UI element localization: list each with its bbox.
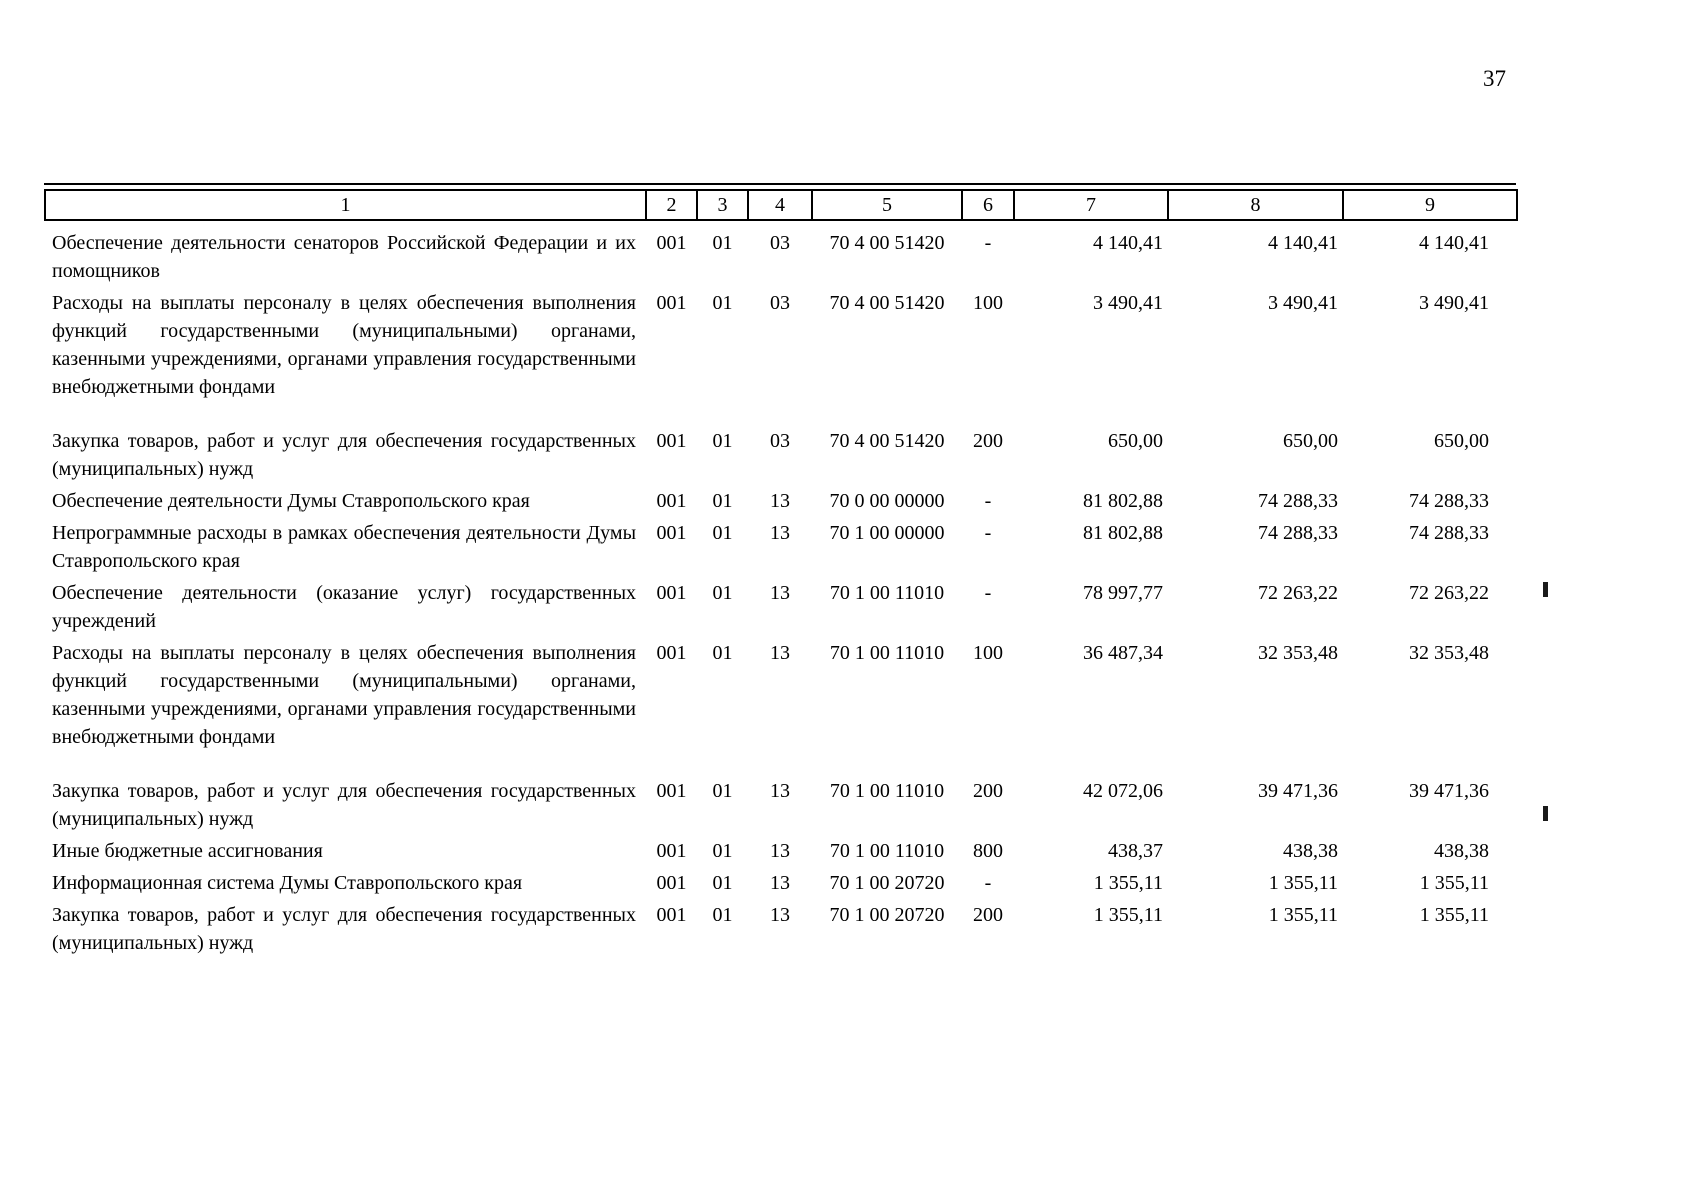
row-amount-col9: 4 140,41 — [1419, 232, 1489, 254]
table-row — [45, 867, 1517, 899]
row-subsection-code: 13 — [770, 872, 790, 894]
row-amount-col9: 74 288,33 — [1409, 522, 1489, 544]
header-col-9: 9 — [1343, 190, 1517, 220]
row-amount-col8: 3 490,41 — [1268, 292, 1338, 314]
header-col-1: 1 — [45, 190, 646, 220]
row-amount-col9: 438,38 — [1434, 840, 1489, 862]
row-amount-col9: 3 490,41 — [1419, 292, 1489, 314]
header-col-6: 6 — [962, 190, 1014, 220]
header-col-4: 4 — [748, 190, 812, 220]
row-expense-name: Непрограммные расходы в рамках обеспечения деятельности Думы Ставропольского края — [52, 522, 636, 572]
row-amount-col7: 42 072,06 — [1083, 780, 1163, 802]
row-amount-col9: 72 263,22 — [1409, 582, 1489, 604]
row-expense-type-code: - — [984, 490, 992, 512]
row-section-code: 01 — [712, 292, 733, 314]
row-section-code: 01 — [712, 522, 733, 544]
header-col-3: 3 — [697, 190, 748, 220]
row-grbs-code: 001 — [656, 292, 687, 314]
budget-table — [44, 189, 1518, 959]
row-target-article-code: 70 1 00 20720 — [829, 872, 945, 894]
row-expense-name: Обеспечение деятельности сенаторов Российской Федерации и их помощников — [52, 232, 636, 282]
row-amount-col7: 650,00 — [1108, 430, 1163, 452]
row-section-code: 01 — [712, 582, 733, 604]
header-col-8: 8 — [1168, 190, 1343, 220]
row-grbs-code: 001 — [656, 232, 687, 254]
row-grbs-code: 001 — [656, 872, 687, 894]
budget-table-frame — [44, 183, 1516, 959]
table-header-row — [45, 190, 1517, 220]
row-grbs-code: 001 — [656, 642, 687, 664]
table-row — [45, 899, 1517, 959]
row-amount-col9: 39 471,36 — [1409, 780, 1489, 802]
row-amount-col7: 78 997,77 — [1083, 582, 1163, 604]
row-target-article-code: 70 1 00 00000 — [829, 522, 945, 544]
row-amount-col9: 32 353,48 — [1409, 642, 1489, 664]
row-subsection-code: 03 — [770, 430, 790, 452]
row-section-code: 01 — [712, 490, 733, 512]
row-amount-col7: 81 802,88 — [1083, 522, 1163, 544]
row-expense-name: Информационная система Думы Ставропольского края — [52, 872, 523, 894]
table-row — [45, 220, 1517, 287]
table-row — [45, 425, 1517, 485]
row-amount-col7: 3 490,41 — [1093, 292, 1163, 314]
header-col-5: 5 — [812, 190, 962, 220]
header-col-2: 2 — [646, 190, 697, 220]
row-grbs-code: 001 — [656, 582, 687, 604]
table-row — [45, 637, 1517, 775]
row-section-code: 01 — [712, 430, 733, 452]
row-amount-col8: 4 140,41 — [1268, 232, 1338, 254]
row-target-article-code: 70 1 00 11010 — [829, 780, 945, 802]
row-subsection-code: 03 — [770, 292, 790, 314]
row-section-code: 01 — [712, 840, 733, 862]
row-target-article-code: 70 4 00 51420 — [829, 430, 945, 452]
row-amount-col9: 650,00 — [1434, 430, 1489, 452]
row-expense-name: Закупка товаров, работ и услуг для обеспечения государственных (муниципальных) нужд — [52, 430, 636, 480]
row-amount-col7: 81 802,88 — [1083, 490, 1163, 512]
row-subsection-code: 13 — [770, 490, 790, 512]
row-section-code: 01 — [712, 642, 733, 664]
row-amount-col7: 1 355,11 — [1093, 872, 1163, 894]
row-expense-name: Обеспечение деятельности (оказание услуг) государственных учреждений — [52, 582, 636, 632]
row-subsection-code: 03 — [770, 232, 790, 254]
row-expense-name: Закупка товаров, работ и услуг для обеспечения государственных (муниципальных) нужд — [52, 780, 636, 830]
row-section-code: 01 — [712, 780, 733, 802]
row-section-code: 01 — [712, 904, 733, 926]
row-expense-type-code: 200 — [973, 780, 1003, 802]
row-target-article-code: 70 4 00 51420 — [829, 292, 945, 314]
row-target-article-code: 70 1 00 20720 — [829, 904, 945, 926]
row-amount-col8: 650,00 — [1283, 430, 1338, 452]
row-subsection-code: 13 — [770, 780, 790, 802]
row-expense-name: Расходы на выплаты персоналу в целях обеспечения выполнения функций государственными (муниципальными) органами, казенными учреждениями, органами управления государственными внебюджетными фондами — [52, 292, 636, 398]
row-subsection-code: 13 — [770, 840, 790, 862]
row-expense-type-code: - — [984, 872, 992, 894]
row-grbs-code: 001 — [656, 490, 687, 512]
scan-artifact-mark — [1543, 806, 1548, 821]
row-amount-col7: 36 487,34 — [1083, 642, 1163, 664]
table-row — [45, 517, 1517, 577]
row-expense-type-code: 800 — [973, 840, 1003, 862]
row-section-code: 01 — [712, 872, 733, 894]
row-grbs-code: 001 — [656, 840, 687, 862]
table-row — [45, 287, 1517, 425]
scan-artifact-mark — [1543, 582, 1548, 597]
row-expense-name: Иные бюджетные ассигнования — [52, 840, 323, 862]
row-amount-col8: 32 353,48 — [1258, 642, 1338, 664]
row-expense-type-code: - — [984, 232, 992, 254]
row-expense-name: Расходы на выплаты персоналу в целях обеспечения выполнения функций государственными (муниципальными) органами, казенными учреждениями, органами управления государственными внебюджетными фондами — [52, 642, 636, 748]
row-subsection-code: 13 — [770, 642, 790, 664]
row-target-article-code: 70 1 00 11010 — [829, 840, 945, 862]
row-grbs-code: 001 — [656, 430, 687, 452]
row-expense-type-code: 200 — [973, 904, 1003, 926]
row-amount-col8: 72 263,22 — [1258, 582, 1338, 604]
row-expense-type-code: - — [984, 522, 992, 544]
table-row — [45, 835, 1517, 867]
row-expense-name: Закупка товаров, работ и услуг для обеспечения государственных (муниципальных) нужд — [52, 904, 636, 954]
row-amount-col7: 1 355,11 — [1093, 904, 1163, 926]
row-target-article-code: 70 1 00 11010 — [829, 642, 945, 664]
row-subsection-code: 13 — [770, 522, 790, 544]
table-header — [45, 190, 1517, 220]
row-amount-col8: 1 355,11 — [1268, 904, 1338, 926]
table-row — [45, 577, 1517, 637]
row-grbs-code: 001 — [656, 904, 687, 926]
row-expense-name: Обеспечение деятельности Думы Ставропольского края — [52, 490, 530, 512]
row-amount-col8: 74 288,33 — [1258, 490, 1338, 512]
row-expense-type-code: 100 — [973, 642, 1003, 664]
row-grbs-code: 001 — [656, 780, 687, 802]
page-number: 37 — [1483, 66, 1506, 91]
row-amount-col8: 1 355,11 — [1268, 872, 1338, 894]
row-expense-type-code: - — [984, 582, 992, 604]
row-amount-col8: 39 471,36 — [1258, 780, 1338, 802]
row-target-article-code: 70 4 00 51420 — [829, 232, 945, 254]
table-row — [45, 485, 1517, 517]
row-amount-col9: 1 355,11 — [1419, 872, 1489, 894]
row-expense-type-code: 200 — [973, 430, 1003, 452]
row-amount-col7: 4 140,41 — [1093, 232, 1163, 254]
row-subsection-code: 13 — [770, 904, 790, 926]
row-amount-col8: 74 288,33 — [1258, 522, 1338, 544]
header-col-7: 7 — [1014, 190, 1168, 220]
row-expense-type-code: 100 — [973, 292, 1003, 314]
row-section-code: 01 — [712, 232, 733, 254]
row-amount-col9: 74 288,33 — [1409, 490, 1489, 512]
row-amount-col7: 438,37 — [1108, 840, 1163, 862]
row-target-article-code: 70 1 00 11010 — [829, 582, 945, 604]
row-target-article-code: 70 0 00 00000 — [829, 490, 945, 512]
row-subsection-code: 13 — [770, 582, 790, 604]
row-amount-col9: 1 355,11 — [1419, 904, 1489, 926]
row-grbs-code: 001 — [656, 522, 687, 544]
table-body — [45, 220, 1517, 959]
table-row — [45, 775, 1517, 835]
row-amount-col8: 438,38 — [1283, 840, 1338, 862]
